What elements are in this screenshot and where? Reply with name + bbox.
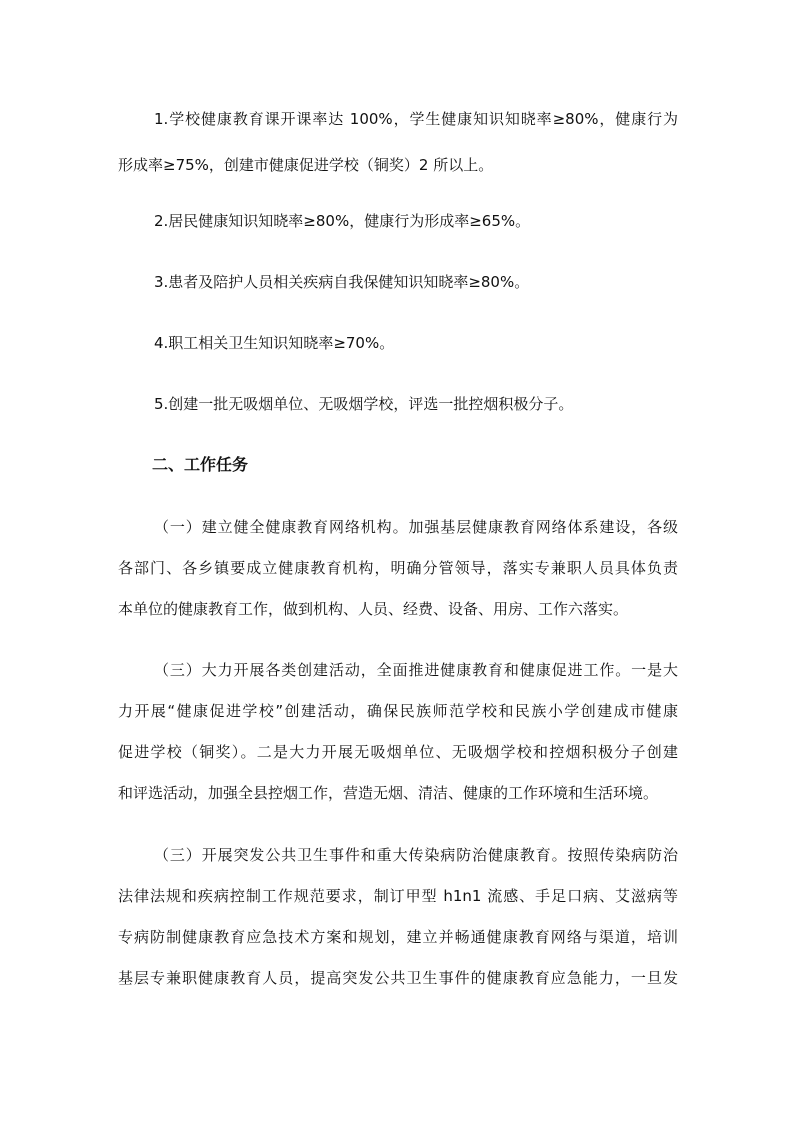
task-paragraph-3 [118, 840, 678, 993]
task-3-line-3: 专病防制健康教育应急技术方案和规划，建立并畅通健康教育网络与渠道，培训 [118, 928, 678, 946]
task-1-line-2: 各部门、各乡镇要成立健康教育机构，明确分管领导，落实专兼职人员具体负责 [118, 559, 678, 577]
target-item-5 [118, 389, 678, 419]
task-2-line-4: 和评选活动，加强全县控烟工作，营造无烟、清洁、健康的工作环境和生活环境。 [118, 784, 659, 802]
task-2-line-1: （三）大力开展各类创建活动，全面推进健康教育和健康促进工作。一是大 [154, 661, 678, 679]
target-item-4-text: 4.职工相关卫生知识知晓率≥70%。 [154, 334, 395, 352]
task-paragraph-2 [118, 655, 678, 808]
task-1-line-1: （一）建立健全健康教育网络机构。加强基层健康教育网络体系建设，各级 [154, 518, 678, 536]
target-item-1-line-1: 1.学校健康教育课开课率达 100%，学生健康知识知晓率≥80%，健康行为 [154, 110, 678, 128]
target-item-1-line-2: 形成率≥75%，创建市健康促进学校（铜奖）2 所以上。 [118, 156, 494, 174]
target-item-3-text: 3.患者及陪护人员相关疾病自我保健知识知晓率≥80%。 [154, 273, 530, 291]
task-3-line-1: （三）开展突发公共卫生事件和重大传染病防治健康教育。按照传染病防治 [154, 846, 678, 864]
section-heading: 二、工作任务 [152, 455, 249, 474]
target-item-2 [118, 206, 678, 236]
task-3-line-4: 基层专兼职健康教育人员，提高突发公共卫生事件的健康教育应急能力，一旦发 [118, 969, 678, 987]
task-3-line-2: 法律法规和疾病控制工作规范要求，制订甲型 h1n1 流感、手足口病、艾滋病等 [118, 887, 678, 905]
target-item-5-text: 5.创建一批无吸烟单位、无吸烟学校，评选一批控烟积极分子。 [154, 395, 574, 413]
task-2-line-2: 力开展“健康促进学校”创建活动，确保民族师范学校和民族小学创建成市健康 [118, 702, 678, 720]
target-item-2-text: 2.居民健康知识知晓率≥80%，健康行为形成率≥65%。 [154, 212, 531, 230]
task-2-line-3: 促进学校（铜奖）。二是大力开展无吸烟单位、无吸烟学校和控烟积极分子创建 [118, 743, 678, 761]
target-item-1 [118, 104, 678, 180]
target-item-4 [118, 328, 678, 358]
task-paragraph-1 [118, 512, 678, 624]
task-1-line-3: 本单位的健康教育工作，做到机构、人员、经费、设备、用房、工作六落实。 [118, 600, 629, 618]
target-item-3 [118, 267, 678, 297]
